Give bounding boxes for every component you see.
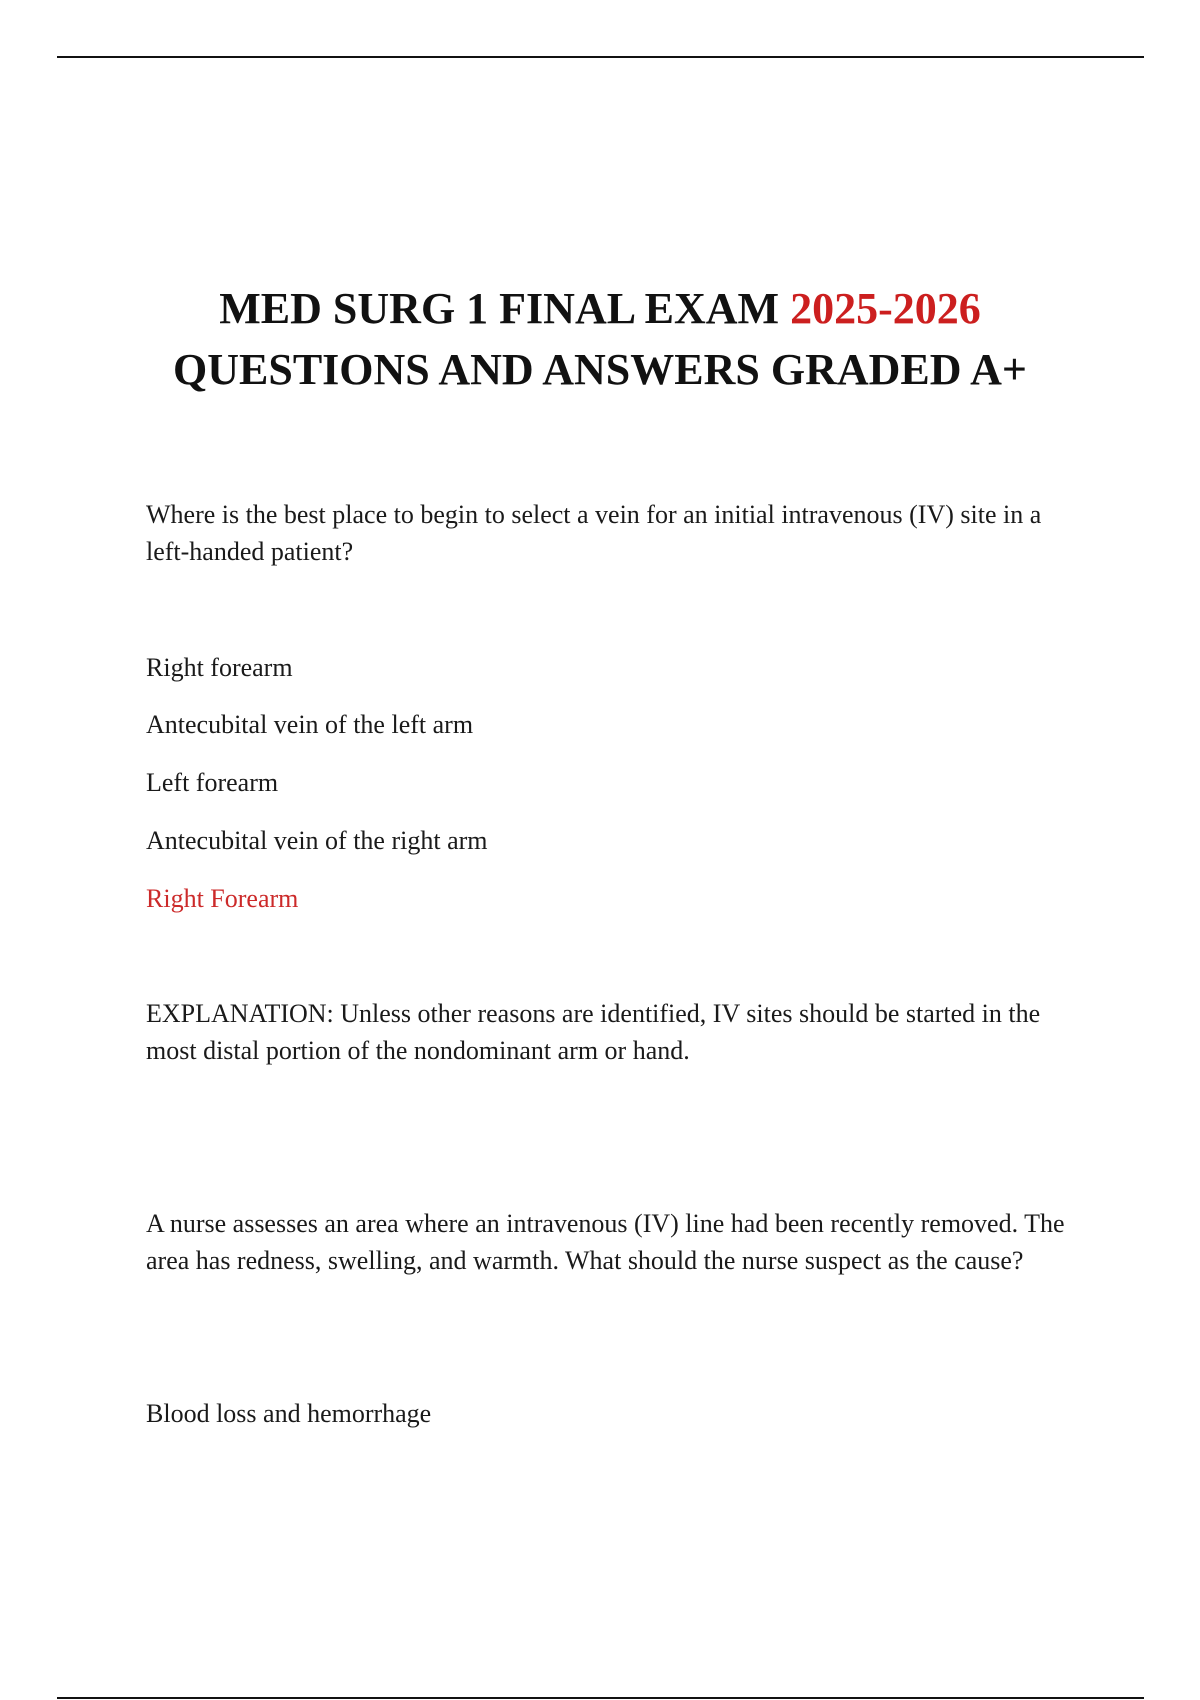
bottom-rule [57,1697,1144,1699]
question-1-answer: Right Forearm [146,884,299,913]
question-2-text: A nurse assesses an area where an intravenous (IV) line had been recently removed. The area has redness, swelling, and warmth. What should the nurse suspect as the cause? [146,1209,1065,1275]
top-rule [57,56,1144,58]
title-line-1-text: MED SURG 1 FINAL EXAM [219,284,791,333]
question-1-option-3: Left forearm [146,768,279,797]
question-2-option-1: Blood loss and hemorrhage [146,1399,432,1428]
question-1-explanation: EXPLANATION: Unless other reasons are identified, IV sites should be started in the most distal portion of the nondominant arm or hand. [146,999,1041,1065]
title-line-1 [0,278,1200,339]
question-1-option-2: Antecubital vein of the left arm [146,710,474,739]
question-1-option-4: Antecubital vein of the right arm [146,826,488,855]
question-1-text: Where is the best place to begin to select a vein for an initial intravenous (IV) site in a left-handed patient? [146,500,1042,566]
title-year: 2025-2026 [790,284,981,333]
document-title [0,278,1200,400]
question-1-option-1: Right forearm [146,653,293,682]
title-line-2: QUESTIONS AND ANSWERS GRADED A+ [173,345,1027,394]
